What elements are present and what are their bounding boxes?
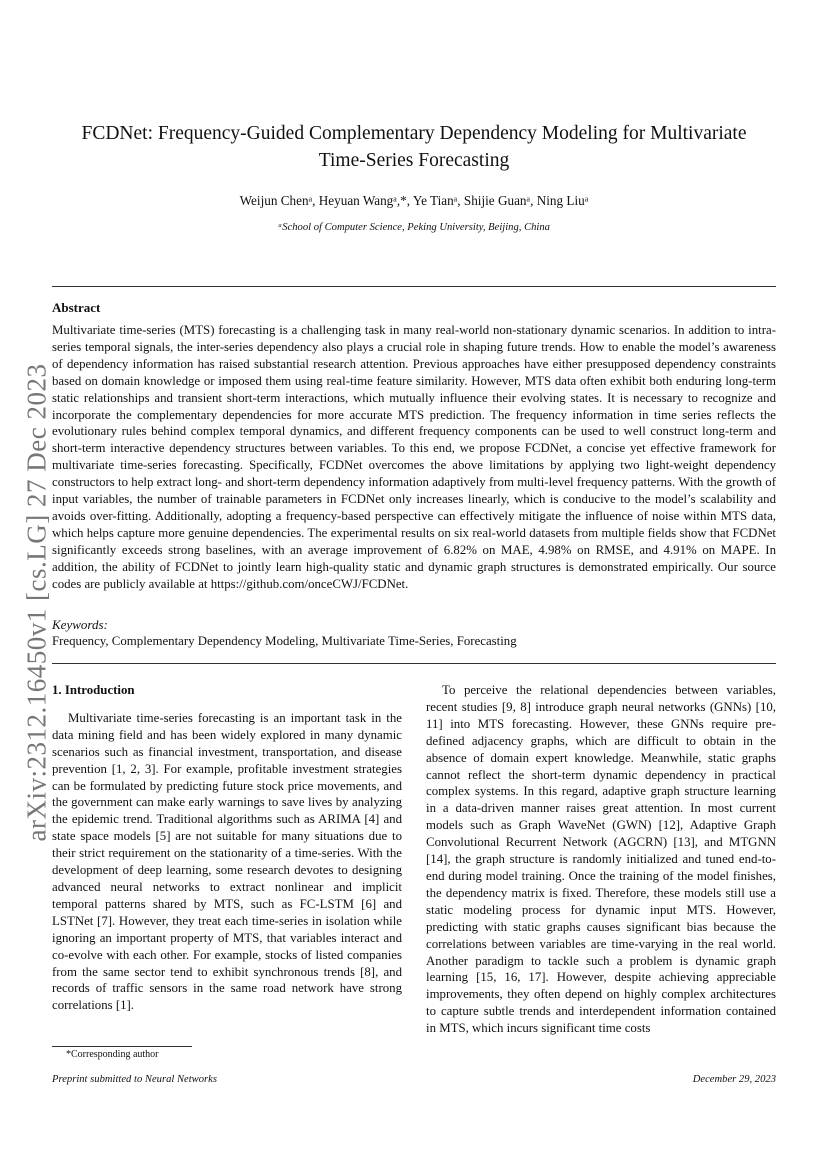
- keywords-heading: Keywords:: [52, 617, 108, 632]
- section-heading: 1. Introduction: [52, 683, 135, 697]
- right-column: [426, 682, 776, 1037]
- abstract-text: Multivariate time-series (MTS) forecasting is a challenging task in many real-world non-stationary dynamic scenarios. In addition to intra-series temporal signals, the inter-series dependency also plays a crucial role in shaping future trends. How to enable the model’s awareness of dependency information has raised substantial research attention. Previous approaches have either presupposed dependency constraints based on domain knowledge or imposed them using real-time feature similarity. However, MTS data often exhibit both enduring long-term static relationships and transient short-term interactions, which mutually influence their evolving states. It is necessary to recognize and incorporate the complementary dependencies for more accurate MTS prediction. The frequency information in time series reflects the evolutionary rules behind complex temporal dynamics, and different frequency components can be used to well construct long-term and short-term interactive dependency structures between variables. To this end, we propose FCDNet, a concise yet effective framework for multivariate time-series forecasting. Specifically, FCDNet overcomes the above limitations by applying two light-weight dependency constructors to help extract long- and short-term dependency information adaptively from multi-level frequency patterns. With the growth of input variables, the number of trainable parameters in FCDNet only increases linearly, which is conducive to the model’s scalability and avoids over-fitting. Additionally, adopting a frequency-based perspective can effectively mitigate the influence of noise within MTS data, which helps capture more genuine dependencies. The experimental results on six real-world datasets from multiple fields show that FCDNet significantly exceeds strong baselines, with an average improvement of 6.82% on MAE, 4.98% on RMSE, and 4.91% on MAPE. In addition, the ability of FCDNet to jointly learn high-quality static and dynamic graph structures is demonstrated empirically. Our source codes are publicly available at https://github.com/onceCWJ/FCDNet.: [52, 323, 776, 591]
- keywords-text: Frequency, Complementary Dependency Modeling, Multivariate Time-Series, Forecasting: [52, 634, 517, 648]
- intro-paragraph-1: Multivariate time-series forecasting is an important task in the data mining field and has been widely explored in many dynamic scenarios such as financial investment, transportation, and disease prevention [1, 2, 3]. For example, profitable investment strategies can be formulated by predicting future stock price movements, and the government can make early warnings to save lives by analyzing the epidemic trend. Traditional algorithms such as ARIMA [4] and state space models [5] are not suitable for many situations due to their strict requirement on the stationarity of a time-series. With the development of deep learning, some research devotes to designing advanced neural networks to extract nonlinear and implicit temporal patterns shared by MTS, such as FC-LSTM [6] and LSTNet [7]. However, they treat each time-series in isolation while ignoring an important property of MTS, that variables interact and co-evolve with each other. For example, stocks of listed companies from the same sector tend to exhibit synchronous trends [8], and records of traffic sensors in the same road network have strong correlations [1].: [52, 710, 402, 1013]
- paper-title: FCDNet: Frequency-Guided Complementary Dependency Modeling for Multivariate Time-Series Forecasting: [81, 123, 747, 171]
- intro-paragraph-2: To perceive the relational dependencies between variables, recent studies [9, 8] introduce graph neural networks (GNNs) [10, 11] into MTS forecasting. However, these GNNs require pre-defined adjacency graphs, which are difficult to obtain in the absence of domain expert knowledge. Meanwhile, static graphs cannot reflect the short-term dynamic dependency in practical complex systems. In this regard, adaptive graph structure learning in a data-driven manner raises great attention. In most current models such as Graph WaveNet (GWN) [12], Adaptive Graph Convolutional Recurrent Network (AGCRN) [13], and MTGNN [14], the graph structure is randomly initialized and tuned end-to-end during model training. Once the training of the model finishes, the dependency matrix is fixed. Therefore, these models still use a static modeling process for dynamic input MTS. However, predicting with static graphs causes significant bias because the correlations between variables are time-varying in the real world. Another paradigm to tackle such a problem is dynamic graph learning [15, 16, 17]. However, despite achieving appreciable improvements, they often depend on highly complex architectures to capture subtle trends and interdependent information contained in MTS, which incurs significant time costs: [426, 683, 776, 1036]
- arxiv-stamp: arXiv:2312.16450v1 [cs.LG] 27 Dec 2023: [21, 363, 52, 842]
- footer-date: December 29, 2023: [692, 1074, 776, 1085]
- divider-bottom: [52, 663, 776, 664]
- footer-venue: Preprint submitted to Neural Networks: [52, 1074, 217, 1085]
- affiliation: ᵃSchool of Computer Science, Peking University, Beijing, China: [278, 222, 550, 233]
- left-column: [52, 682, 402, 1014]
- footnote: *Corresponding author: [66, 1049, 159, 1060]
- divider-top: [52, 286, 776, 287]
- author-list: Weijun Chenᵃ, Heyuan Wangᵃ,*, Ye Tianᵃ, Shijie Guanᵃ, Ning Liuᵃ: [239, 193, 589, 208]
- footnote-rule: [52, 1046, 192, 1047]
- abstract-heading: Abstract: [52, 300, 101, 315]
